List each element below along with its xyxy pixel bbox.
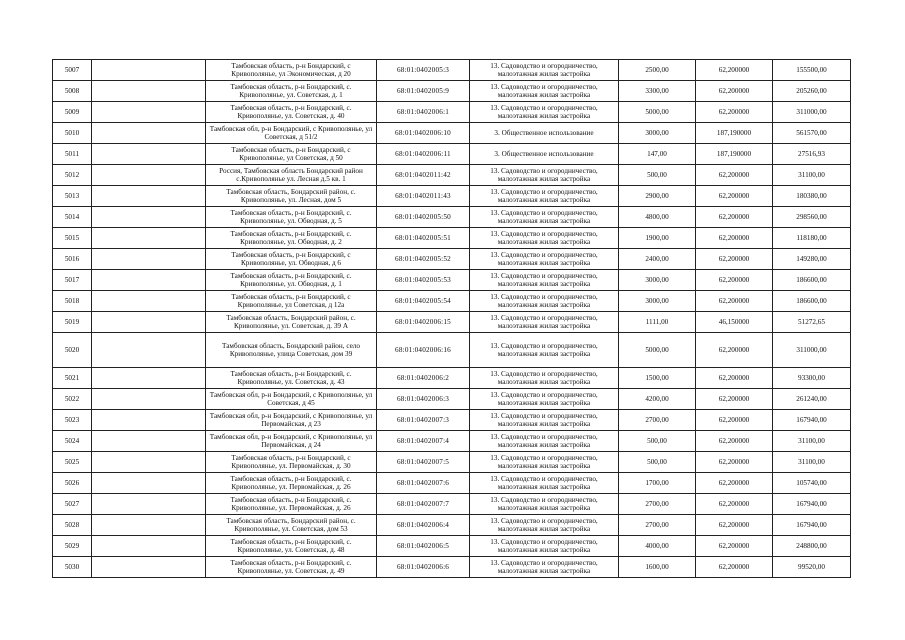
cadastral-value-cell: 31100,00 [773, 452, 851, 473]
row-number-cell: 5016 [53, 249, 92, 270]
row-number-cell: 5009 [53, 102, 92, 123]
address-cell: Тамбовская область, р-н Бондарский, с. Кривополянье, ул. Советская, д. 48 [206, 536, 377, 557]
table-row [53, 228, 851, 249]
table-row [53, 389, 851, 410]
specific-value-cell: 46,150000 [696, 312, 773, 333]
land-use-cell: 13. Садоводство и огородничество, малоэтажная жилая застройка [470, 494, 619, 515]
row-number-cell: 5030 [53, 557, 92, 578]
specific-value-cell: 62,200000 [696, 186, 773, 207]
land-use-cell: 13. Садоводство и огородничество, малоэтажная жилая застройка [470, 389, 619, 410]
row-number-cell: 5008 [53, 81, 92, 102]
address-cell: Тамбовская область, р-н Бондарский, с. Кривополянье, ул. Советская, д. 49 [206, 557, 377, 578]
cadastral-number-cell: 68:01:0402007:5 [377, 452, 470, 473]
land-use-cell: 13. Садоводство и огородничество, малоэтажная жилая застройка [470, 452, 619, 473]
cadastral-number-cell: 68:01:0402006:16 [377, 333, 470, 368]
area-cell: 2900,00 [619, 186, 696, 207]
specific-value-cell: 62,200000 [696, 207, 773, 228]
row-number-cell: 5024 [53, 431, 92, 452]
cadastral-number-cell: 68:01:0402006:4 [377, 515, 470, 536]
address-cell: Тамбовская область, Бондарский район, с. Кривополянье, ул. Лесная, дом 5 [206, 186, 377, 207]
table-row [53, 333, 851, 368]
land-use-cell: 13. Садоводство и огородничество, малоэтажная жилая застройка [470, 60, 619, 81]
table-row [53, 452, 851, 473]
row-number-cell: 5023 [53, 410, 92, 431]
specific-value-cell: 62,200000 [696, 536, 773, 557]
table-row [53, 123, 851, 144]
specific-value-cell: 62,200000 [696, 515, 773, 536]
area-cell: 4000,00 [619, 536, 696, 557]
blank-cell [92, 81, 206, 102]
address-cell: Тамбовская обл, р-н Бондарский, с Кривополянье, ул Советская, д 45 [206, 389, 377, 410]
address-cell: Тамбовская область, р-н Бондарский, с Кривополянье, ул. Обводная, д 6 [206, 249, 377, 270]
table-row [53, 431, 851, 452]
land-use-cell: 13. Садоводство и огородничество, малоэтажная жилая застройка [470, 186, 619, 207]
blank-cell [92, 536, 206, 557]
table-row [53, 186, 851, 207]
cadastral-value-cell: 167940,00 [773, 515, 851, 536]
cadastral-value-cell: 298560,00 [773, 207, 851, 228]
cadastral-number-cell: 68:01:0402007:6 [377, 473, 470, 494]
address-cell: Тамбовская область, р-н Бондарский, с Кривополянье, ул Советская, д 12а [206, 291, 377, 312]
blank-cell [92, 165, 206, 186]
area-cell: 1700,00 [619, 473, 696, 494]
cadastral-number-cell: 68:01:0402006:6 [377, 557, 470, 578]
address-cell: Тамбовская область, Бондарский район, с. Кривополянье, ул. Советская, дом 53 [206, 515, 377, 536]
row-number-cell: 5011 [53, 144, 92, 165]
area-cell: 5000,00 [619, 333, 696, 368]
specific-value-cell: 62,200000 [696, 410, 773, 431]
address-cell: Тамбовская область, Бондарский район, с. Кривополянье, ул. Советская, д. 39 А [206, 312, 377, 333]
blank-cell [92, 452, 206, 473]
cadastral-number-cell: 68:01:0402005:50 [377, 207, 470, 228]
row-number-cell: 5014 [53, 207, 92, 228]
address-cell: Тамбовская область, р-н Бондарский, с. Кривополянье, ул. Обводная, д. 2 [206, 228, 377, 249]
specific-value-cell: 62,200000 [696, 389, 773, 410]
address-cell: Тамбовская область, Бондарский район, село Кривополянье, улица Советская, дом 39 [206, 333, 377, 368]
area-cell: 3300,00 [619, 81, 696, 102]
blank-cell [92, 389, 206, 410]
table-row [53, 494, 851, 515]
row-number-cell: 5017 [53, 270, 92, 291]
row-number-cell: 5026 [53, 473, 92, 494]
cadastral-value-cell: 31100,00 [773, 165, 851, 186]
cadastral-number-cell: 68:01:0402006:2 [377, 368, 470, 389]
table-row [53, 473, 851, 494]
specific-value-cell: 62,200000 [696, 368, 773, 389]
cadastral-number-cell: 68:01:0402006:3 [377, 389, 470, 410]
area-cell: 500,00 [619, 452, 696, 473]
area-cell: 2400,00 [619, 249, 696, 270]
blank-cell [92, 186, 206, 207]
address-cell: Тамбовская область, р-н Бондарский, с. Кривополянье, ул. Обводная, д. 5 [206, 207, 377, 228]
row-number-cell: 5007 [53, 60, 92, 81]
specific-value-cell: 62,200000 [696, 494, 773, 515]
land-use-cell: 13. Садоводство и огородничество, малоэтажная жилая застройка [470, 515, 619, 536]
land-use-cell: 13. Садоводство и огородничество, малоэтажная жилая застройка [470, 473, 619, 494]
table-row [53, 81, 851, 102]
area-cell: 5000,00 [619, 102, 696, 123]
cadastral-value-cell: 51272,65 [773, 312, 851, 333]
specific-value-cell: 62,200000 [696, 228, 773, 249]
address-cell: Тамбовская область, р-н Бондарский, с Кривополянье, ул Экономическая, д 20 [206, 60, 377, 81]
address-cell: Тамбовская область, р-н Бондарский, с Кривополянье, ул Советская, д 50 [206, 144, 377, 165]
cadastral-number-cell: 68:01:0402007:3 [377, 410, 470, 431]
cadastral-number-cell: 68:01:0402005:54 [377, 291, 470, 312]
blank-cell [92, 60, 206, 81]
land-use-cell: 3. Общественное использование [470, 144, 619, 165]
row-number-cell: 5021 [53, 368, 92, 389]
cadastral-number-cell: 68:01:0402006:1 [377, 102, 470, 123]
specific-value-cell: 62,200000 [696, 249, 773, 270]
area-cell: 3000,00 [619, 123, 696, 144]
area-cell: 500,00 [619, 165, 696, 186]
table-row [53, 144, 851, 165]
address-cell: Тамбовская обл, р-н Бондарский, с Кривополянье, ул Первомайская, д 24 [206, 431, 377, 452]
specific-value-cell: 62,200000 [696, 291, 773, 312]
land-use-cell: 13. Садоводство и огородничество, малоэтажная жилая застройка [470, 207, 619, 228]
row-number-cell: 5012 [53, 165, 92, 186]
land-use-cell: 13. Садоводство и огородничество, малоэтажная жилая застройка [470, 102, 619, 123]
cadastral-value-cell: 186600,00 [773, 270, 851, 291]
specific-value-cell: 62,200000 [696, 81, 773, 102]
specific-value-cell: 62,200000 [696, 333, 773, 368]
specific-value-cell: 62,200000 [696, 452, 773, 473]
land-use-cell: 13. Садоводство и огородничество, малоэтажная жилая застройка [470, 249, 619, 270]
area-cell: 2700,00 [619, 515, 696, 536]
area-cell: 4800,00 [619, 207, 696, 228]
cadastral-number-cell: 68:01:0402005:9 [377, 81, 470, 102]
specific-value-cell: 62,200000 [696, 102, 773, 123]
address-cell: Тамбовская область, р-н Бондарский, с. Кривополянье, ул. Первомайская, д. 26 [206, 473, 377, 494]
table-row [53, 270, 851, 291]
address-cell: Россия, Тамбовская область Бондарский район с.Кривополянье ул. Лесная д.5 кв. 1 [206, 165, 377, 186]
row-number-cell: 5010 [53, 123, 92, 144]
land-use-cell: 13. Садоводство и огородничество, малоэтажная жилая застройка [470, 333, 619, 368]
row-number-cell: 5027 [53, 494, 92, 515]
table-row [53, 515, 851, 536]
land-use-cell: 13. Садоводство и огородничество, малоэтажная жилая застройка [470, 536, 619, 557]
specific-value-cell: 62,200000 [696, 270, 773, 291]
table-row [53, 312, 851, 333]
land-use-cell: 3. Общественное использование [470, 123, 619, 144]
cadastral-value-cell: 155500,00 [773, 60, 851, 81]
land-use-cell: 13. Садоводство и огородничество, малоэтажная жилая застройка [470, 81, 619, 102]
cadastral-value-cell: 248800,00 [773, 536, 851, 557]
address-cell: Тамбовская область, р-н Бондарский, с. Кривополянье, ул. Первомайская, д. 26 [206, 494, 377, 515]
table-row [53, 102, 851, 123]
blank-cell [92, 368, 206, 389]
table-row [53, 165, 851, 186]
land-use-cell: 13. Садоводство и огородничество, малоэтажная жилая застройка [470, 557, 619, 578]
table-row [53, 249, 851, 270]
address-cell: Тамбовская обл, р-н Бондарский, с Кривополянье, ул Советская, д 51/2 [206, 123, 377, 144]
table-row [53, 557, 851, 578]
cadastral-value-cell: 205260,00 [773, 81, 851, 102]
cadastral-number-cell: 68:01:0402005:53 [377, 270, 470, 291]
specific-value-cell: 62,200000 [696, 431, 773, 452]
area-cell: 2500,00 [619, 60, 696, 81]
cadastral-value-cell: 167940,00 [773, 494, 851, 515]
area-cell: 2700,00 [619, 410, 696, 431]
specific-value-cell: 187,190000 [696, 144, 773, 165]
table-row [53, 536, 851, 557]
specific-value-cell: 62,200000 [696, 557, 773, 578]
land-use-cell: 13. Садоводство и огородничество, малоэтажная жилая застройка [470, 270, 619, 291]
table-row [53, 410, 851, 431]
cadastral-number-cell: 68:01:0402005:52 [377, 249, 470, 270]
cadastral-value-cell: 180380,00 [773, 186, 851, 207]
cadastral-value-cell: 149280,00 [773, 249, 851, 270]
row-number-cell: 5020 [53, 333, 92, 368]
blank-cell [92, 228, 206, 249]
table-row [53, 291, 851, 312]
cadastral-number-cell: 68:01:0402006:10 [377, 123, 470, 144]
cadastral-number-cell: 68:01:0402006:5 [377, 536, 470, 557]
blank-cell [92, 312, 206, 333]
blank-cell [92, 207, 206, 228]
cadastral-value-table [52, 59, 851, 578]
cadastral-number-cell: 68:01:0402006:11 [377, 144, 470, 165]
cadastral-number-cell: 68:01:0402007:7 [377, 494, 470, 515]
address-cell: Тамбовская область, р-н Бондарский, с. Кривополянье, ул. Советская, д. 1 [206, 81, 377, 102]
specific-value-cell: 62,200000 [696, 473, 773, 494]
specific-value-cell: 62,200000 [696, 165, 773, 186]
cadastral-value-cell: 167940,00 [773, 410, 851, 431]
address-cell: Тамбовская область, р-н Бондарский, с. Кривополянье, ул. Обводная, д. 1 [206, 270, 377, 291]
blank-cell [92, 144, 206, 165]
cadastral-number-cell: 68:01:0402007:4 [377, 431, 470, 452]
row-number-cell: 5015 [53, 228, 92, 249]
blank-cell [92, 473, 206, 494]
cadastral-value-cell: 27516,93 [773, 144, 851, 165]
blank-cell [92, 333, 206, 368]
area-cell: 147,00 [619, 144, 696, 165]
area-cell: 2700,00 [619, 494, 696, 515]
row-number-cell: 5018 [53, 291, 92, 312]
cadastral-number-cell: 68:01:0402006:15 [377, 312, 470, 333]
address-cell: Тамбовская область, р-н Бондарский, с. Кривополянье, ул. Советская, д. 40 [206, 102, 377, 123]
blank-cell [92, 249, 206, 270]
cadastral-number-cell: 68:01:0402005:51 [377, 228, 470, 249]
land-use-cell: 13. Садоводство и огородничество, малоэтажная жилая застройка [470, 165, 619, 186]
area-cell: 1500,00 [619, 368, 696, 389]
specific-value-cell: 187,190000 [696, 123, 773, 144]
area-cell: 500,00 [619, 431, 696, 452]
area-cell: 3000,00 [619, 270, 696, 291]
blank-cell [92, 494, 206, 515]
cadastral-value-cell: 311000,00 [773, 102, 851, 123]
specific-value-cell: 62,200000 [696, 60, 773, 81]
blank-cell [92, 515, 206, 536]
blank-cell [92, 557, 206, 578]
blank-cell [92, 102, 206, 123]
blank-cell [92, 431, 206, 452]
area-cell: 3000,00 [619, 291, 696, 312]
cadastral-value-cell: 561570,00 [773, 123, 851, 144]
cadastral-value-cell: 31100,00 [773, 431, 851, 452]
address-cell: Тамбовская обл, р-н Бондарский, с Кривополянье, ул Первомайская, д 23 [206, 410, 377, 431]
land-use-cell: 13. Садоводство и огородничество, малоэтажная жилая застройка [470, 410, 619, 431]
cadastral-value-cell: 99520,00 [773, 557, 851, 578]
blank-cell [92, 410, 206, 431]
row-number-cell: 5028 [53, 515, 92, 536]
cadastral-value-cell: 186600,00 [773, 291, 851, 312]
table-row [53, 60, 851, 81]
area-cell: 4200,00 [619, 389, 696, 410]
table-row [53, 368, 851, 389]
row-number-cell: 5013 [53, 186, 92, 207]
cadastral-value-cell: 105740,00 [773, 473, 851, 494]
row-number-cell: 5019 [53, 312, 92, 333]
row-number-cell: 5022 [53, 389, 92, 410]
row-number-cell: 5029 [53, 536, 92, 557]
table-row [53, 207, 851, 228]
cadastral-value-cell: 118180,00 [773, 228, 851, 249]
land-use-cell: 13. Садоводство и огородничество, малоэтажная жилая застройка [470, 312, 619, 333]
blank-cell [92, 291, 206, 312]
area-cell: 1900,00 [619, 228, 696, 249]
cadastral-value-cell: 311000,00 [773, 333, 851, 368]
cadastral-value-cell: 261240,00 [773, 389, 851, 410]
land-use-cell: 13. Садоводство и огородничество, малоэтажная жилая застройка [470, 228, 619, 249]
land-use-cell: 13. Садоводство и огородничество, малоэтажная жилая застройка [470, 431, 619, 452]
area-cell: 1111,00 [619, 312, 696, 333]
land-use-cell: 13. Садоводство и огородничество, малоэтажная жилая застройка [470, 368, 619, 389]
cadastral-value-cell: 93300,00 [773, 368, 851, 389]
land-use-cell: 13. Садоводство и огородничество, малоэтажная жилая застройка [470, 291, 619, 312]
cadastral-number-cell: 68:01:0402011:42 [377, 165, 470, 186]
blank-cell [92, 123, 206, 144]
area-cell: 1600,00 [619, 557, 696, 578]
row-number-cell: 5025 [53, 452, 92, 473]
blank-cell [92, 270, 206, 291]
cadastral-number-cell: 68:01:0402005:3 [377, 60, 470, 81]
cadastral-number-cell: 68:01:0402011:43 [377, 186, 470, 207]
address-cell: Тамбовская область, р-н Бондарский, с. Кривополянье, ул. Советская, д. 43 [206, 368, 377, 389]
address-cell: Тамбовская область, р-н Бондарский, с Кривополянье, ул. Первомайская, д. 30 [206, 452, 377, 473]
